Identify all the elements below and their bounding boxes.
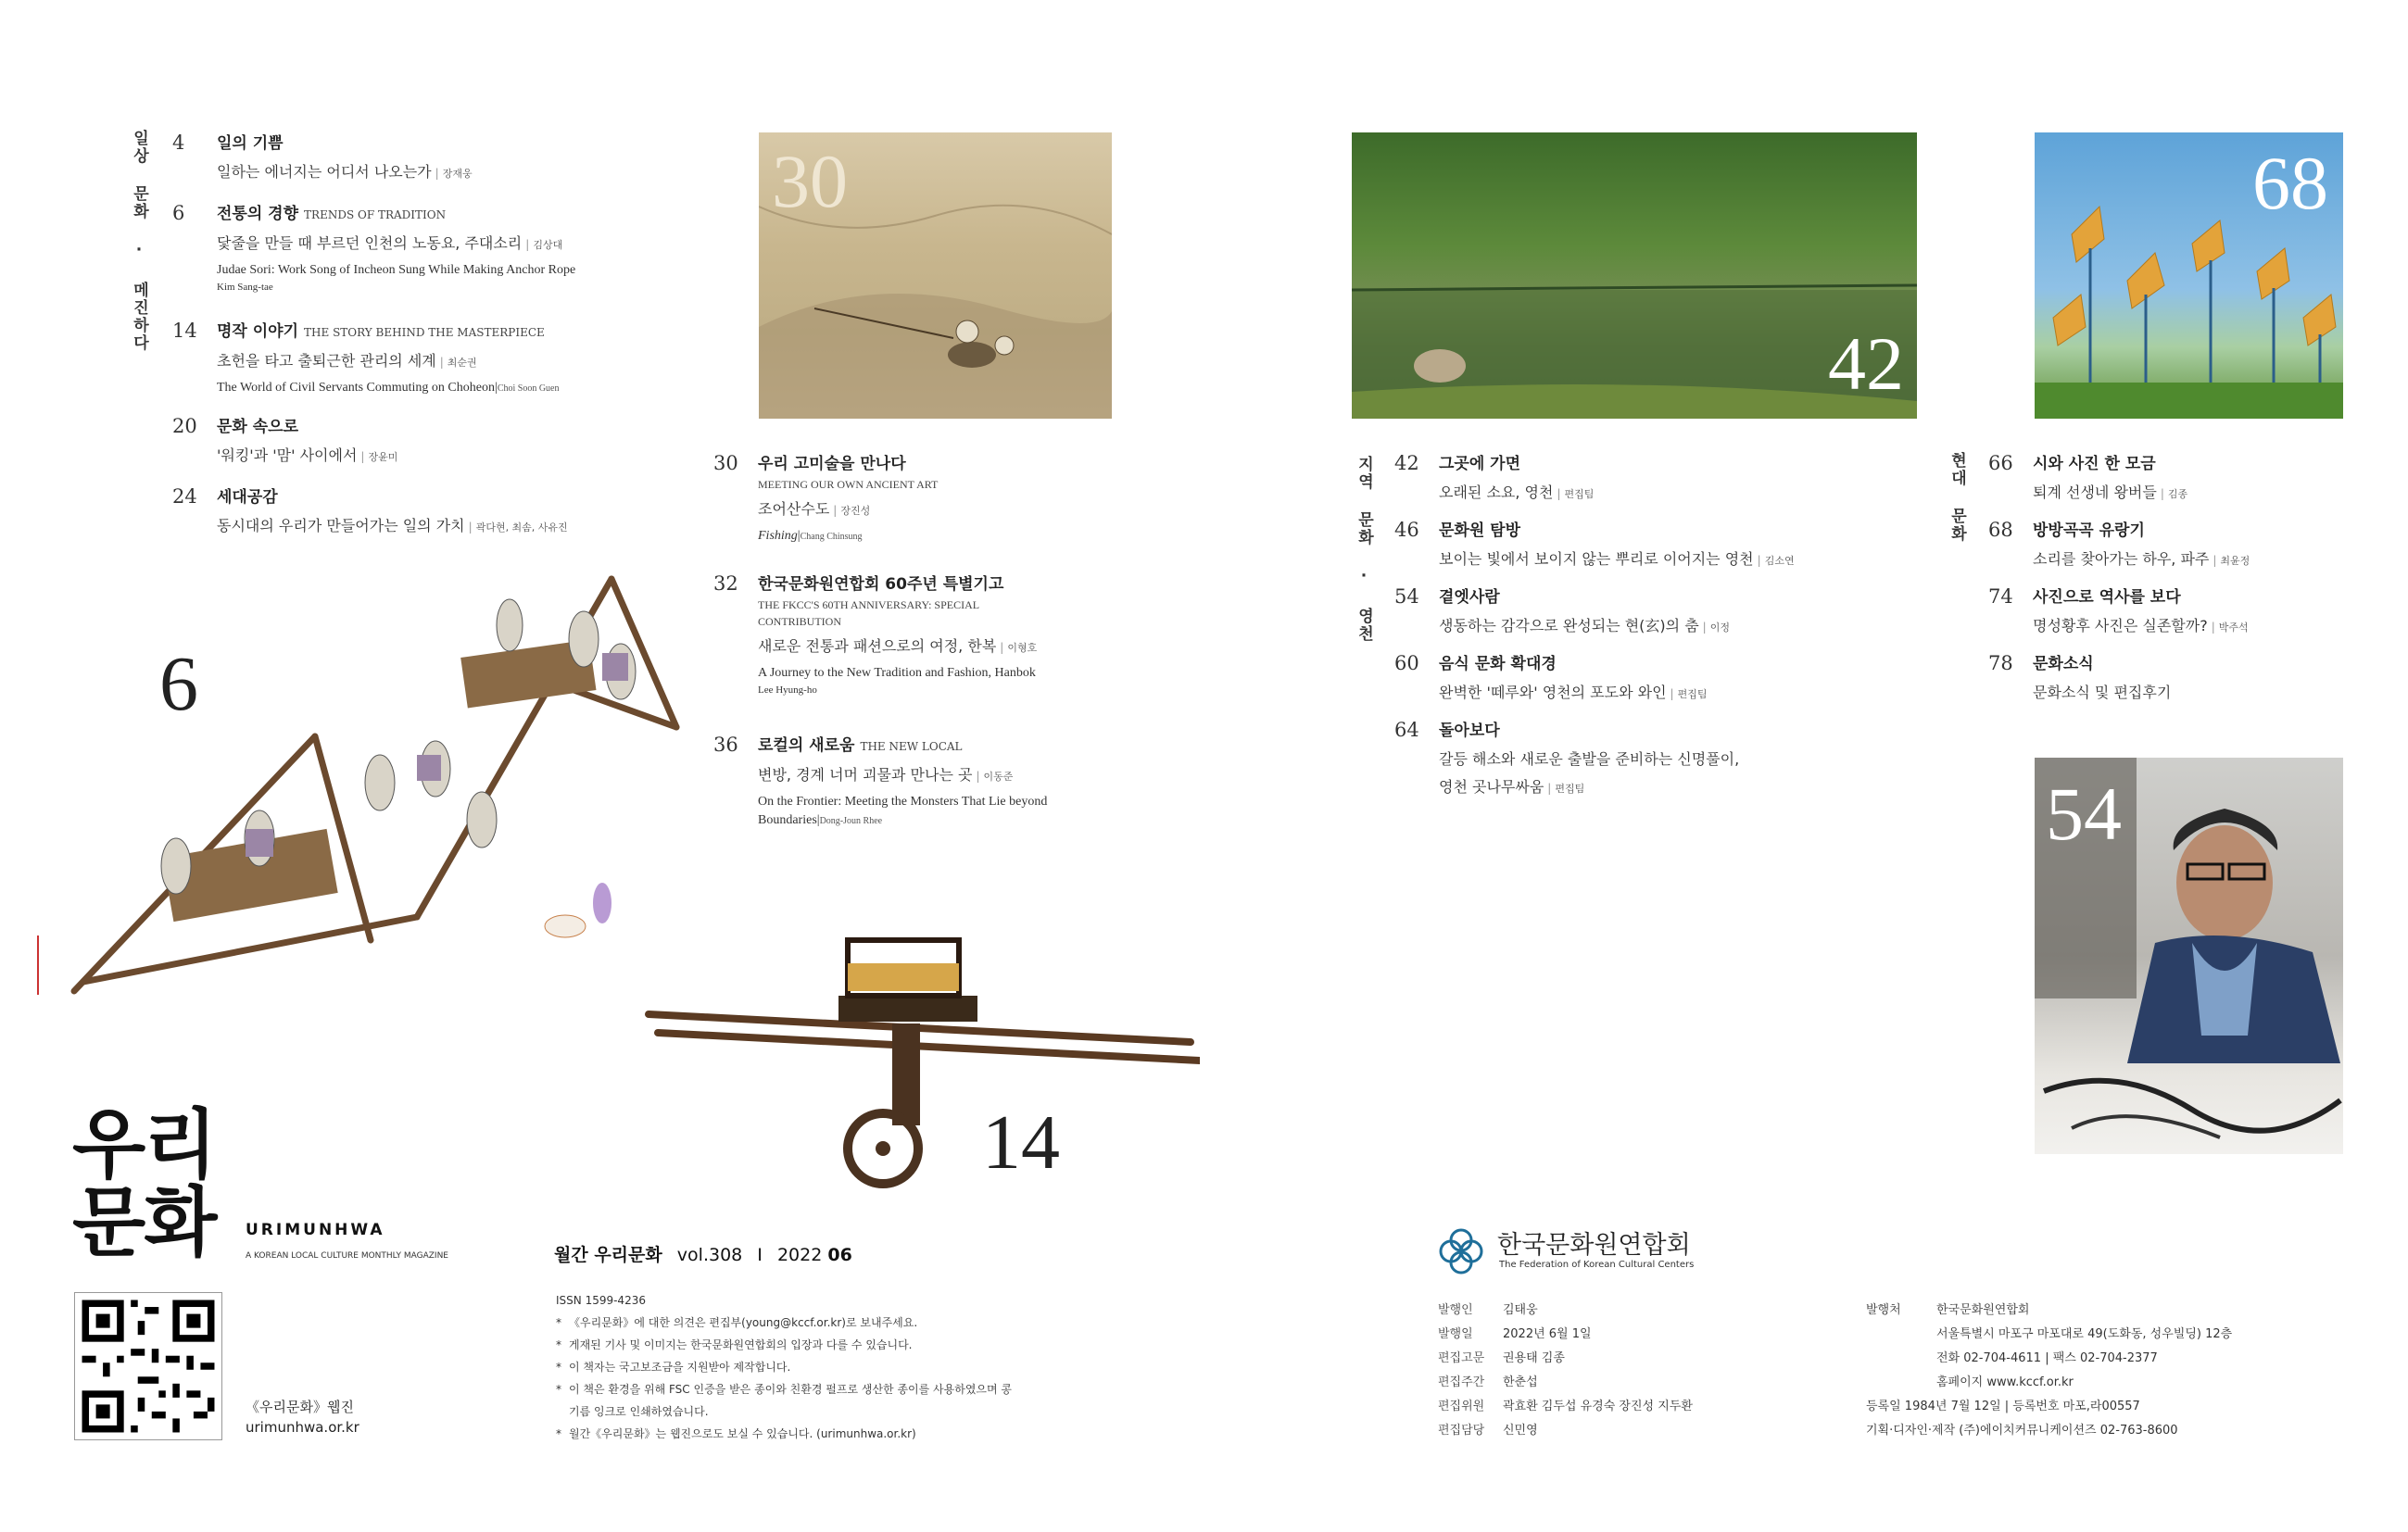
toc-subtitle: 오래된 소요, 영천 [1439, 483, 1554, 501]
toc-subtitle: 완벽한 '떼루와' 영천의 포도와 와인 [1439, 684, 1667, 701]
office-line: 한국문화원연합회 [1936, 1303, 2030, 1317]
pinwheel-field-photo [2035, 132, 2343, 419]
magazine-logo [72, 1101, 216, 1267]
magazine-tagline: A KOREAN LOCAL CULTURE MONTHLY MAGAZINE [246, 1251, 448, 1261]
toc-english-author: Choi Soon Guen [497, 383, 560, 394]
toc-author: 장재웅 [442, 168, 473, 180]
toc-subtitle: 갈등 해소와 새로운 출발을 준비하는 신명풀이, [1439, 750, 1740, 768]
issue-volume: vol.308 [676, 1245, 743, 1265]
work-song-illustration [65, 560, 686, 1005]
toc-page-number: 66 [1988, 452, 2013, 474]
page-number-14: 14 [982, 1099, 1060, 1186]
credits-block [1438, 1299, 1883, 1443]
publisher-office-block [1866, 1299, 2385, 1443]
toc-page-number: 20 [172, 415, 197, 437]
toc-subtitle: 명성황후 사진은 실존할까? [2033, 617, 2208, 634]
toc-title: 일의 기쁨 [217, 134, 284, 153]
toc-subtitle: 소리를 찾아가는 하우, 파주 [2033, 550, 2210, 568]
toc-title: 사진으로 역사를 보다 [2033, 588, 2181, 607]
fkcc-logo-icon [1434, 1224, 1488, 1278]
toc-author: 편집팀 [1555, 783, 1585, 795]
issue-info [554, 1241, 852, 1266]
toc-title-en: THE NEW LOCAL [860, 740, 963, 753]
credit-value: 권용태 김종 [1503, 1351, 1565, 1365]
page-number-6: 6 [159, 641, 198, 727]
credit-value: 신민영 [1503, 1424, 1538, 1438]
page-number-42: 42 [1828, 321, 1904, 406]
toc-subtitle: 생동하는 감각으로 완성되는 현(玄)의 춤 [1439, 617, 1699, 634]
qr-code[interactable] [74, 1292, 222, 1440]
toc-author: 장진성 [840, 505, 871, 517]
magazine-roman-name: URIMUNHWA [246, 1221, 385, 1239]
note-line: 이 책자는 국고보조금을 지원받아 제작합니다. [569, 1361, 791, 1374]
toc-english-author: Kim Sang-tae [217, 282, 273, 293]
toc-title-en: THE FKCC'S 60TH ANNIVERSARY: SPECIAL CONTRIBUTION [758, 598, 979, 628]
toc-english-title: On the Frontier: Meeting the Monsters That Lie beyond Boundaries [758, 795, 1048, 827]
page-number-30: 30 [772, 139, 848, 223]
toc-page-number: 54 [1394, 585, 1419, 608]
toc-subtitle-line2: 영천 곳나무싸움 [1439, 778, 1544, 796]
artist-portrait-photo [2035, 758, 2343, 1154]
toc-title: 세대공감 [217, 488, 278, 507]
toc-page-number: 60 [1394, 652, 1419, 674]
credit-value: 2022년 6월 1일 [1503, 1327, 1592, 1341]
toc-title: 방방곡곡 유랑기 [2033, 521, 2145, 540]
toc-subtitle: 변방, 경계 너머 괴물과 만나는 곳 [758, 766, 973, 784]
toc-author: 김종 [2167, 488, 2188, 500]
toc-subtitle: 조어산수도 [758, 500, 830, 518]
toc-title: 시와 사진 한 모금 [2033, 455, 2156, 473]
toc-subtitle: 닻줄을 만들 때 부르던 인천의 노동요, 주대소리 [217, 234, 523, 252]
toc-author: 장윤미 [368, 451, 398, 463]
toc-title: 곁엣사람 [1439, 588, 1500, 607]
credit-label: 편집주간 [1438, 1375, 1485, 1389]
credit-value: 곽효환 김두섭 유경숙 장진성 지두환 [1503, 1400, 1693, 1413]
issue-separator: I [757, 1245, 763, 1265]
toc-subtitle: 보이는 빛에서 보이지 않는 뿌리로 이어지는 영천 [1439, 550, 1754, 568]
toc-page-number: 42 [1394, 452, 1419, 474]
issue-label: 월간 우리문화 [554, 1245, 662, 1265]
toc-english-author: Chang Chinsung [800, 532, 863, 542]
toc-author: 최순권 [447, 357, 477, 369]
toc-title: 한국문화원연합회 60주년 특별기고 [758, 575, 1004, 594]
office-line: 전화 02-704-4611 | 팩스 02-704-2377 [1936, 1351, 2158, 1365]
toc-english-title: Fishing [758, 529, 798, 543]
issn: ISSN 1599-4236 [556, 1294, 646, 1307]
notes-block: ISSN 1599-4236 * 《우리문화》에 대한 의견은 편집부(young@kccf.or.kr)로 보내주세요. * 게재된 기사 및 이미지는 한국문화원연합회의 입장과 다를 수 있습니다. * 이 책자는 국고보조금을 지원받아 제작합니다. * 이 책은 환경을 위해 FSC 인증을 받은 종이와 친환경 펄프로 생산한 종이를 사용하였으며 콩기름 잉크로 인쇄하였습니다. * 월간《우리문화》는 웹진으로도 보실 수 있습니다. (urimunhwa.or.kr) [556, 1289, 1019, 1445]
toc-english-author: Lee Hyung-ho [758, 684, 817, 696]
yeongcheon-lake-photo [1352, 132, 1917, 419]
toc-page-number: 46 [1394, 519, 1419, 541]
note-line: 월간《우리문화》는 웹진으로도 보실 수 있습니다. (urimunhwa.or.kr) [569, 1427, 916, 1440]
design-credit: 기획·디자인·제작 (주)에이치커뮤니케이션즈 02-763-8600 [1866, 1424, 2178, 1438]
toc-page-number: 4 [172, 132, 185, 154]
toc-title-en: THE STORY BEHIND THE MASTERPIECE [304, 326, 545, 339]
toc-title: 문화원 탐방 [1439, 521, 1521, 540]
toc-subtitle: 동시대의 우리가 만들어가는 일의 가치 [217, 517, 465, 534]
credit-value: 한춘섭 [1503, 1375, 1538, 1389]
toc-author: 편집팀 [1677, 688, 1708, 700]
toc-page-number: 32 [713, 572, 738, 595]
section-label-region: 지역 문화 · 영천 [1355, 456, 1373, 643]
webzine-url[interactable]: urimunhwa.or.kr [246, 1419, 359, 1436]
toc-page-number: 68 [1988, 519, 2013, 541]
side-stamp [37, 936, 44, 995]
office-label: 발행처 [1866, 1303, 1901, 1317]
credit-label: 발행인 [1438, 1303, 1473, 1317]
toc-author: 곽다현, 최솜, 사유진 [475, 521, 568, 534]
publisher-name-en: The Federation of Korean Cultural Centers [1499, 1260, 1695, 1270]
toc-title: 그곳에 가면 [1439, 455, 1521, 473]
toc-title: 음식 문화 확대경 [1439, 655, 1557, 673]
toc-subtitle: 일하는 에너지는 어디서 나오는가 [217, 163, 432, 181]
toc-author: 김소연 [1764, 555, 1795, 567]
toc-page-number: 24 [172, 485, 197, 508]
toc-title: 명작 이야기 [217, 322, 299, 341]
toc-author: 이형호 [1007, 642, 1038, 654]
page-number-68: 68 [2252, 141, 2328, 225]
toc-author: 최윤정 [2220, 555, 2250, 567]
logo-line2: 문화 [72, 1179, 216, 1267]
credit-label: 발행일 [1438, 1327, 1473, 1341]
logo-line1: 우리 [72, 1101, 216, 1189]
credit-label: 편집고문 [1438, 1351, 1485, 1365]
toc-page-number: 36 [713, 734, 738, 756]
toc-author: 이동준 [983, 771, 1014, 783]
toc-subtitle: 새로운 전통과 패션으로의 여정, 한복 [758, 637, 997, 655]
credit-label: 편집담당 [1438, 1424, 1485, 1438]
note-line: 이 책은 환경을 위해 FSC 인증을 받은 종이와 친환경 펄프로 생산한 종이를 사용하였으며 콩기름 잉크로 인쇄하였습니다. [569, 1383, 1012, 1418]
publisher-name-ko: 한국문화원연합회 [1497, 1231, 1691, 1260]
toc-page-number: 6 [172, 202, 185, 224]
issue-year: 2022 [776, 1245, 823, 1265]
toc-title: 문화소식 [2033, 655, 2094, 673]
webzine-label: 《우리문화》웹진 [246, 1399, 354, 1415]
toc-page-number: 30 [713, 452, 738, 474]
toc-title: 돌아보다 [1439, 722, 1500, 740]
toc-page-number: 64 [1394, 719, 1419, 741]
toc-subtitle: 초헌을 타고 출퇴근한 관리의 세계 [217, 352, 436, 370]
fishing-painting [759, 132, 1112, 419]
note-line: 《우리문화》에 대한 의견은 편집부(young@kccf.or.kr)로 보내주세요. [569, 1316, 918, 1329]
toc-subtitle: 퇴계 선생네 왕버들 [2033, 483, 2157, 501]
issue-month: 06 [827, 1245, 852, 1265]
office-line: 홈페이지 www.kccf.or.kr [1936, 1375, 2074, 1389]
toc-title-en: TRENDS OF TRADITION [304, 208, 447, 221]
office-line: 서울특별시 마포구 마포대로 49(도화동, 성우빌딩) 12층 [1936, 1327, 2233, 1341]
section-label-daily-culture: 일상 문화 · 메진하다 [130, 130, 148, 352]
toc-english-title: The World of Civil Servants Commuting on Choheon [217, 381, 495, 395]
choheon-palanquin-image [644, 922, 1200, 1199]
toc-author: 김상대 [533, 239, 563, 251]
toc-author: 박주석 [2218, 622, 2249, 634]
toc-title: 우리 고미술을 만나다 [758, 455, 906, 473]
page-number-54: 54 [2046, 772, 2122, 856]
note-line: 게재된 기사 및 이미지는 한국문화원연합회의 입장과 다를 수 있습니다. [569, 1338, 913, 1351]
toc-author: 이정 [1709, 622, 1730, 634]
toc-author: 편집팀 [1564, 488, 1595, 500]
section-label-modern: 현대 문화 [1948, 452, 1966, 543]
toc-subtitle: 문화소식 및 편집후기 [2033, 684, 2172, 701]
toc-title: 문화 속으로 [217, 418, 299, 436]
toc-english-author: Dong-Joun Rhee [819, 816, 883, 826]
toc-page-number: 74 [1988, 585, 2013, 608]
credit-label: 편집위원 [1438, 1400, 1485, 1413]
toc-title: 로컬의 새로움 [758, 736, 855, 755]
toc-page-number: 78 [1988, 652, 2013, 674]
credit-value: 김태웅 [1503, 1303, 1538, 1317]
toc-subtitle: '워킹'과 '맘' 사이에서 [217, 446, 358, 464]
toc-english-title: Judae Sori: Work Song of Incheon Sung While Making Anchor Rope [217, 263, 576, 277]
toc-page-number: 14 [172, 320, 197, 342]
registration-info: 등록일 1984년 7월 12일 | 등록번호 마포,라00557 [1866, 1400, 2140, 1413]
toc-english-title: A Journey to the New Tradition and Fashion, Hanbok [758, 666, 1036, 680]
toc-title-en: MEETING OUR OWN ANCIENT ART [758, 478, 939, 491]
toc-title: 전통의 경향 [217, 205, 299, 223]
